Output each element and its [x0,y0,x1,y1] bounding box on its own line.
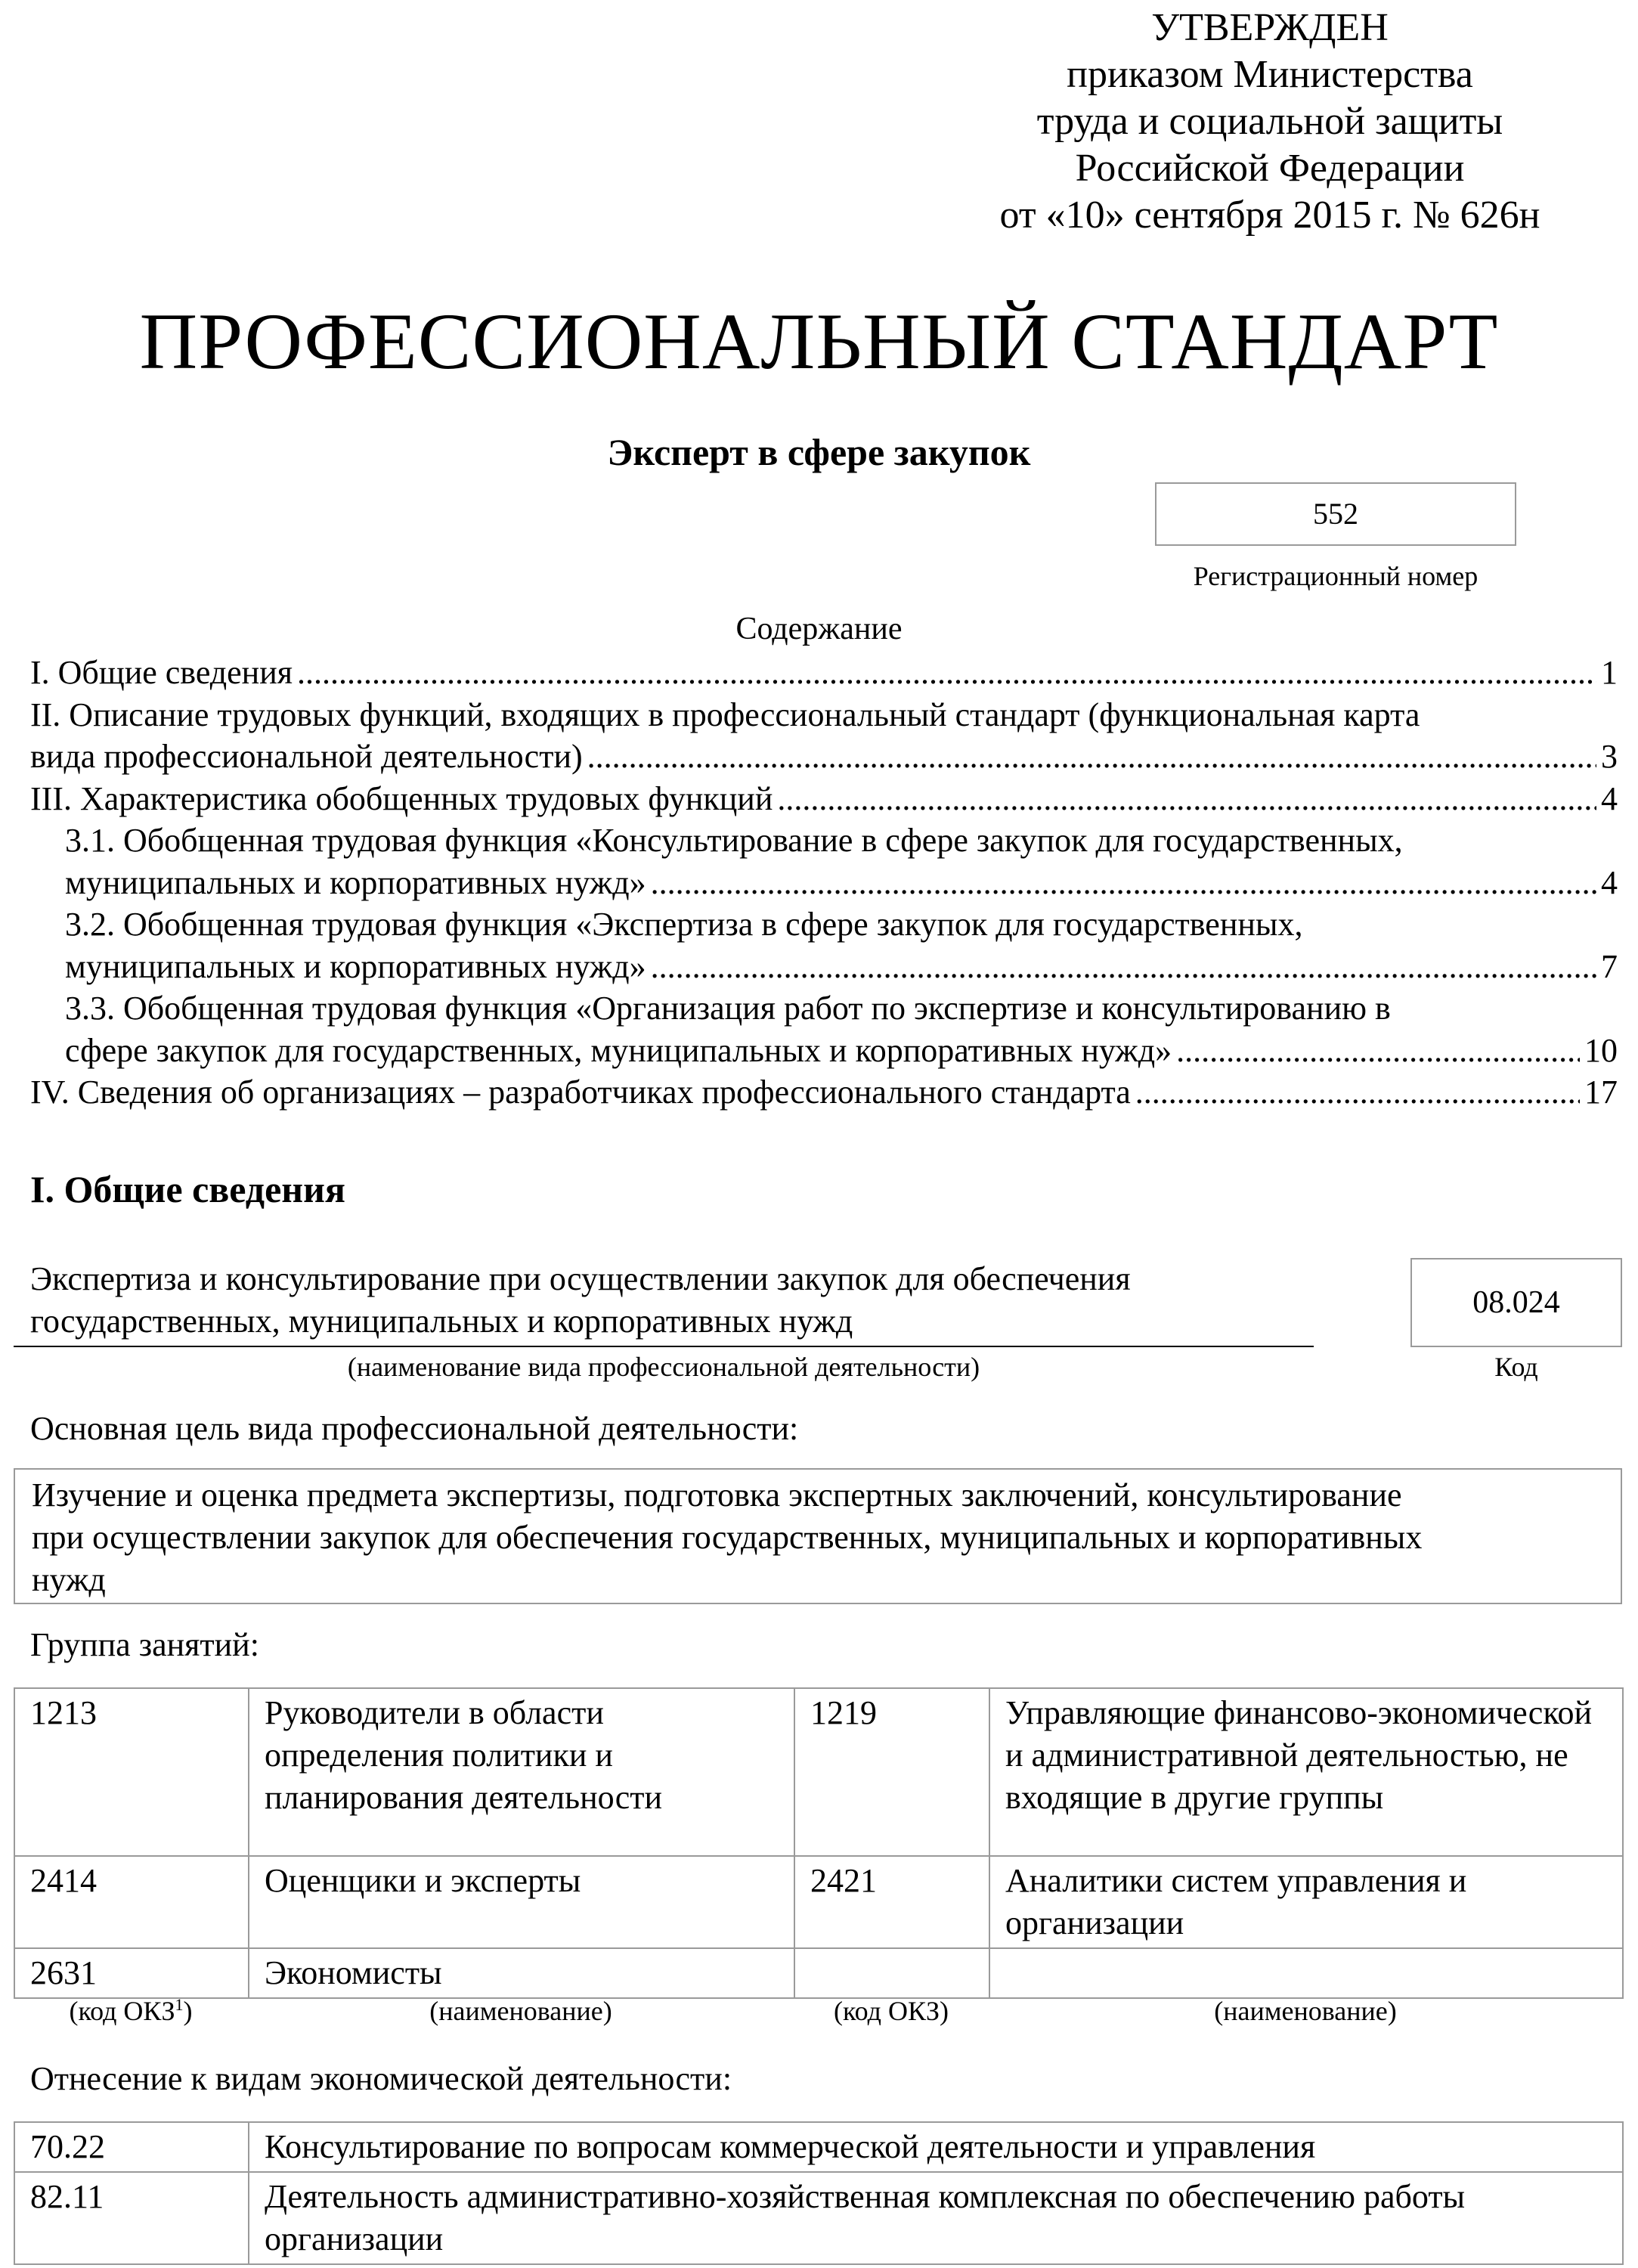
toc-entry-text: муниципальных и корпоративных нужд» [65,863,646,901]
toc-page-number: 4 [1601,863,1618,901]
table-of-contents [30,652,1618,1114]
goal-line: при осуществлении закупок для обеспечения государственных, муниципальных и корпоративных [32,1519,1423,1556]
table-row [14,1856,1623,1948]
goal-box [14,1468,1622,1604]
toc-page-number: 7 [1601,947,1618,985]
activity-code-box: 08.024 [1410,1258,1622,1347]
approval-line: труда и социальной защиты [1036,100,1503,143]
toc-entry[interactable] [30,652,1618,694]
activity-kind-underline [14,1346,1314,1347]
caption-text: (код ОКЗ [69,1996,175,2026]
toc-leader [651,862,1596,904]
toc-entry-line[interactable] [30,820,1618,862]
toc-page-number: 10 [1584,1031,1618,1069]
toc-leader [1135,1071,1580,1114]
occupation-name-cell: Управляющие финансово-экономической и административной деятельностью, не входящие в другие группы [989,1688,1623,1856]
econ-activity-table [14,2121,1624,2265]
table-row [14,2172,1623,2264]
toc-page-number: 1 [1601,654,1618,691]
registration-label: Регистрационный номер [1193,561,1479,591]
toc-entry-text: I. Общие сведения [30,654,293,691]
toc-entry-text: 3.2. Обобщенная трудовая функция «Экспертиза в сфере закупок для государственных, [65,906,1303,943]
goal-label: Основная цель вида профессиональной деятельности: [30,1410,799,1447]
goal-line: нужд [32,1561,106,1598]
approval-line: приказом Министерства [1067,53,1473,96]
toc-entry-line[interactable] [30,903,1618,946]
okz-code-cell: 2421 [794,1856,989,1948]
toc-entry[interactable] [30,862,1618,904]
approval-line: УТВЕРЖДЕН [1151,6,1389,49]
table-row [14,1688,1623,1856]
toc-page-number: 4 [1601,779,1618,817]
activity-kind-name [30,1258,1300,1343]
toc-leader [651,946,1596,988]
occupations-label: Группа занятий: [30,1626,259,1663]
footnote-mark[interactable]: 1 [175,1995,184,2014]
toc-entry[interactable] [30,946,1618,988]
table-row [14,2122,1623,2172]
toc-leader [587,736,1596,778]
registration-number-box: 552 [1155,482,1516,546]
toc-title: Содержание [735,612,903,646]
toc-entry-text: II. Описание трудовых функций, входящих в профессиональный стандарт (функциональная карта [30,696,1420,733]
activity-kind-line: Экспертиза и консультирование при осуществлении закупок для обеспечения [30,1260,1131,1297]
okz-code-cell [794,1948,989,1998]
toc-leader [1176,1030,1580,1072]
toc-entry-line[interactable] [30,694,1618,736]
occupation-name-cell: Оценщики и эксперты [249,1856,794,1948]
document-title: ПРОФЕССИОНАЛЬНЫЙ СТАНДАРТ [139,297,1499,386]
activity-code-caption: Код [1494,1352,1538,1382]
okz-code-cell: 2631 [14,1948,249,1998]
approval-line: от «10» сентября 2015 г. № 626н [999,194,1540,237]
okved-code-cell: 70.22 [14,2122,249,2172]
toc-entry-text: 3.1. Обобщенная трудовая функция «Консультирование в сфере закупок для государственных, [65,822,1403,859]
occupation-name-cell [989,1948,1623,1998]
toc-entry-line[interactable] [30,987,1618,1030]
occupation-name-cell: Аналитики систем управления и организации [989,1856,1623,1948]
name-caption: (наименование) [1214,1996,1397,2026]
document-subtitle: Эксперт в сфере закупок [607,431,1031,473]
okved-name-cell: Консультирование по вопросам коммерческой деятельности и управления [249,2122,1623,2172]
toc-page-number: 17 [1584,1074,1618,1111]
okz-code-cell: 1213 [14,1688,249,1856]
toc-leader [297,652,1596,694]
okz-code-caption: (код ОКЗ) [834,1996,949,2026]
toc-page-number: 3 [1601,738,1618,775]
okz-code-caption [14,1994,248,2028]
toc-entry[interactable] [30,1071,1618,1114]
toc-entry-text: IV. Сведения об организациях – разработчиках профессионального стандарта [30,1074,1131,1111]
approval-stamp [907,5,1633,239]
okz-code-cell: 2414 [14,1856,249,1948]
toc-entry-text: сфере закупок для государственных, муниципальных и корпоративных нужд» [65,1031,1172,1069]
toc-entry[interactable] [30,1030,1618,1072]
okved-code-cell: 82.11 [14,2172,249,2264]
okved-name-cell: Деятельность административно-хозяйственная комплексная по обеспечению работы организации [249,2172,1623,2264]
goal-line: Изучение и оценка предмета экспертизы, подготовка экспертных заключений, консультирование [32,1476,1402,1514]
okz-code-cell: 1219 [794,1688,989,1856]
toc-entry[interactable] [30,778,1618,820]
occupation-name-cell: Экономисты [249,1948,794,1998]
activity-kind-line: государственных, муниципальных и корпоративных нужд [30,1303,853,1340]
toc-entry[interactable] [30,736,1618,778]
caption-text: ) [183,1996,193,2026]
toc-entry-text: вида профессиональной деятельности) [30,738,583,775]
occupation-name-cell: Руководители в области определения политики и планирования деятельности [249,1688,794,1856]
section-heading: I. Общие сведения [30,1168,345,1210]
name-caption: (наименование) [429,1996,612,2026]
activity-kind-caption: (наименование вида профессиональной деятельности) [347,1352,980,1382]
occupations-table [14,1687,1624,1999]
toc-leader [777,778,1596,820]
toc-entry-text: муниципальных и корпоративных нужд» [65,947,646,985]
toc-entry-text: III. Характеристика обобщенных трудовых функций [30,779,773,817]
toc-entry-text: 3.3. Обобщенная трудовая функция «Организация работ по экспертизе и консультированию в [65,990,1391,1027]
table-row [14,1948,1623,1998]
approval-line: Российской Федерации [1075,147,1465,190]
econ-label: Отнесение к видам экономической деятельности: [30,2060,732,2097]
